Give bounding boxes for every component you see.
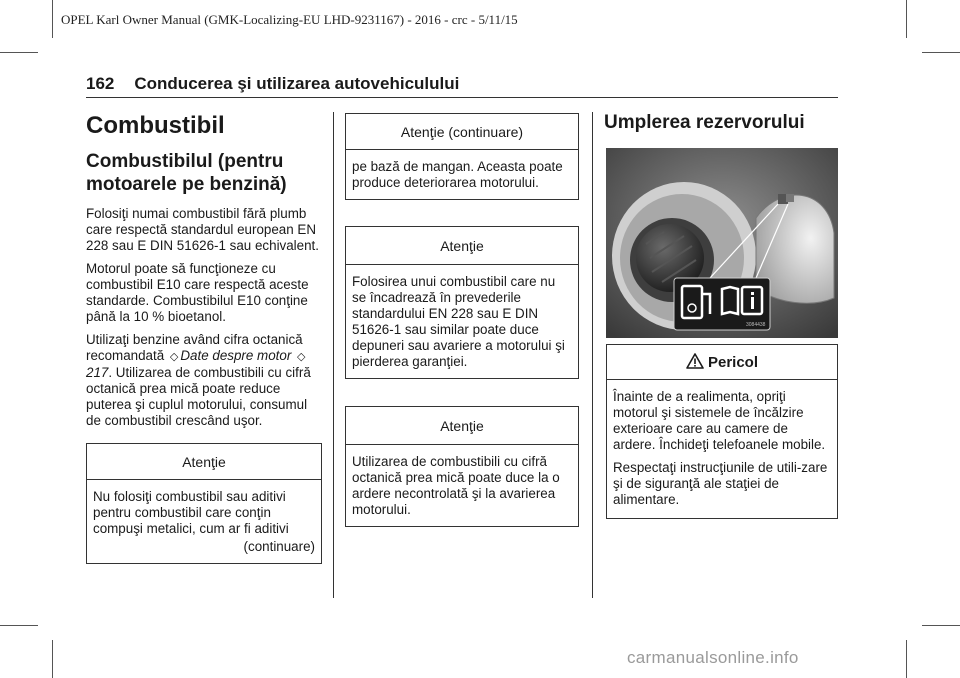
danger-text: Înainte de a realimenta, opriţi motorul şi sistemele de încălzire exterioare care au camere de ardere. Închideţi telefoanele mobile. [613,389,826,452]
caution-title: Atenţie [346,227,578,265]
column-1 [86,112,322,564]
danger-title: Pericol [607,345,837,380]
column-divider [592,112,593,598]
caution-body: pe bază de mangan. Aceasta poate produce deteriorarea motorului. [352,159,563,190]
crop-mark [52,640,53,678]
paragraph-with-reference: Utilizaţi benzine având cifra octanică recomandată ◇ Date despre motor ◇217. Utilizarea de combustibili cu cifră octanică prea mică poate reduce puterea şi cuplul motorului, consumul de combustibil crescând uşor. [86,332,311,428]
caution-text: Nu folosiţi combustibil sau aditivi pentru combustibil care conţin compuşi metalici, cum ar fi aditivi [93,489,289,536]
crop-mark [906,0,907,38]
cross-reference-icon: ◇ [169,351,179,363]
watermark: carmanualsonline.info [627,648,799,667]
crop-mark [922,52,960,53]
caution-title: Atenţie [346,407,578,445]
section-title: Combustibil [86,112,225,139]
column-2 [345,113,579,527]
caution-body [87,480,321,563]
crop-mark [922,625,960,626]
fuel-filler-photo [606,148,838,338]
crop-mark [52,0,53,38]
caution-body: Utilizarea de combustibili cu cifră octanică prea mică poate duce la o ardere necontrolată şi la avarierea motorului. [352,454,560,517]
crop-mark [0,52,38,53]
header-rule [86,97,838,98]
danger-box [606,344,838,519]
chapter-title: Conducerea şi utilizarea autovehiculului [134,74,460,93]
warning-triangle-icon [686,353,704,369]
crop-mark [0,625,38,626]
column-3 [604,112,840,134]
document-meta: OPEL Karl Owner Manual (GMK-Localizing-EU LHD-9231167) - 2016 - crc - 5/11/15 [61,12,518,27]
continued-label: (continuare) [243,539,315,554]
paragraph: Folosiţi numai combustibil fără plumb care respectă standardul european EN 228 sau E DIN 51626-1 sau echivalent. [86,206,319,253]
column-divider [333,112,334,598]
page-reference-link[interactable]: 217 [86,365,109,380]
page-header [86,74,459,94]
danger-body [607,380,837,518]
section-title: Umplerea rezervorului [604,112,805,133]
caution-body: Folosirea unui combustibil care nu se încadrează în prevederile standardului EN 228 sau E DIN 51626-1 sau similar poate duce depuneri sau avariere a motorului şi pierderea garanţiei. [352,274,565,369]
caution-title: Atenţie [87,444,321,480]
cross-reference-link[interactable]: Date despre motor [180,348,292,363]
danger-text: Respectaţi instrucţiunile de utili-zare şi de siguranţă ale staţiei de alimentare. [613,460,828,507]
paragraph: Motorul poate să funcţioneze cu combustibil E10 care respectă aceste standarde. Combustibilul E10 conţine până la 10 % bioetanol. [86,261,309,324]
photo-code: 3084438 [746,322,766,328]
subsection-title: Combustibilul (pentru motoarele pe benzină) [86,151,287,195]
caution-box [345,406,579,527]
fuel-filler-illustration [606,148,838,338]
page-number: 162 [86,74,115,93]
caution-title: Atenţie (continuare) [346,114,578,150]
crop-mark [906,640,907,678]
cross-reference-icon: ◇ [297,351,306,363]
caution-box [86,443,322,564]
caution-box-continued [345,113,579,200]
caution-box [345,226,579,379]
